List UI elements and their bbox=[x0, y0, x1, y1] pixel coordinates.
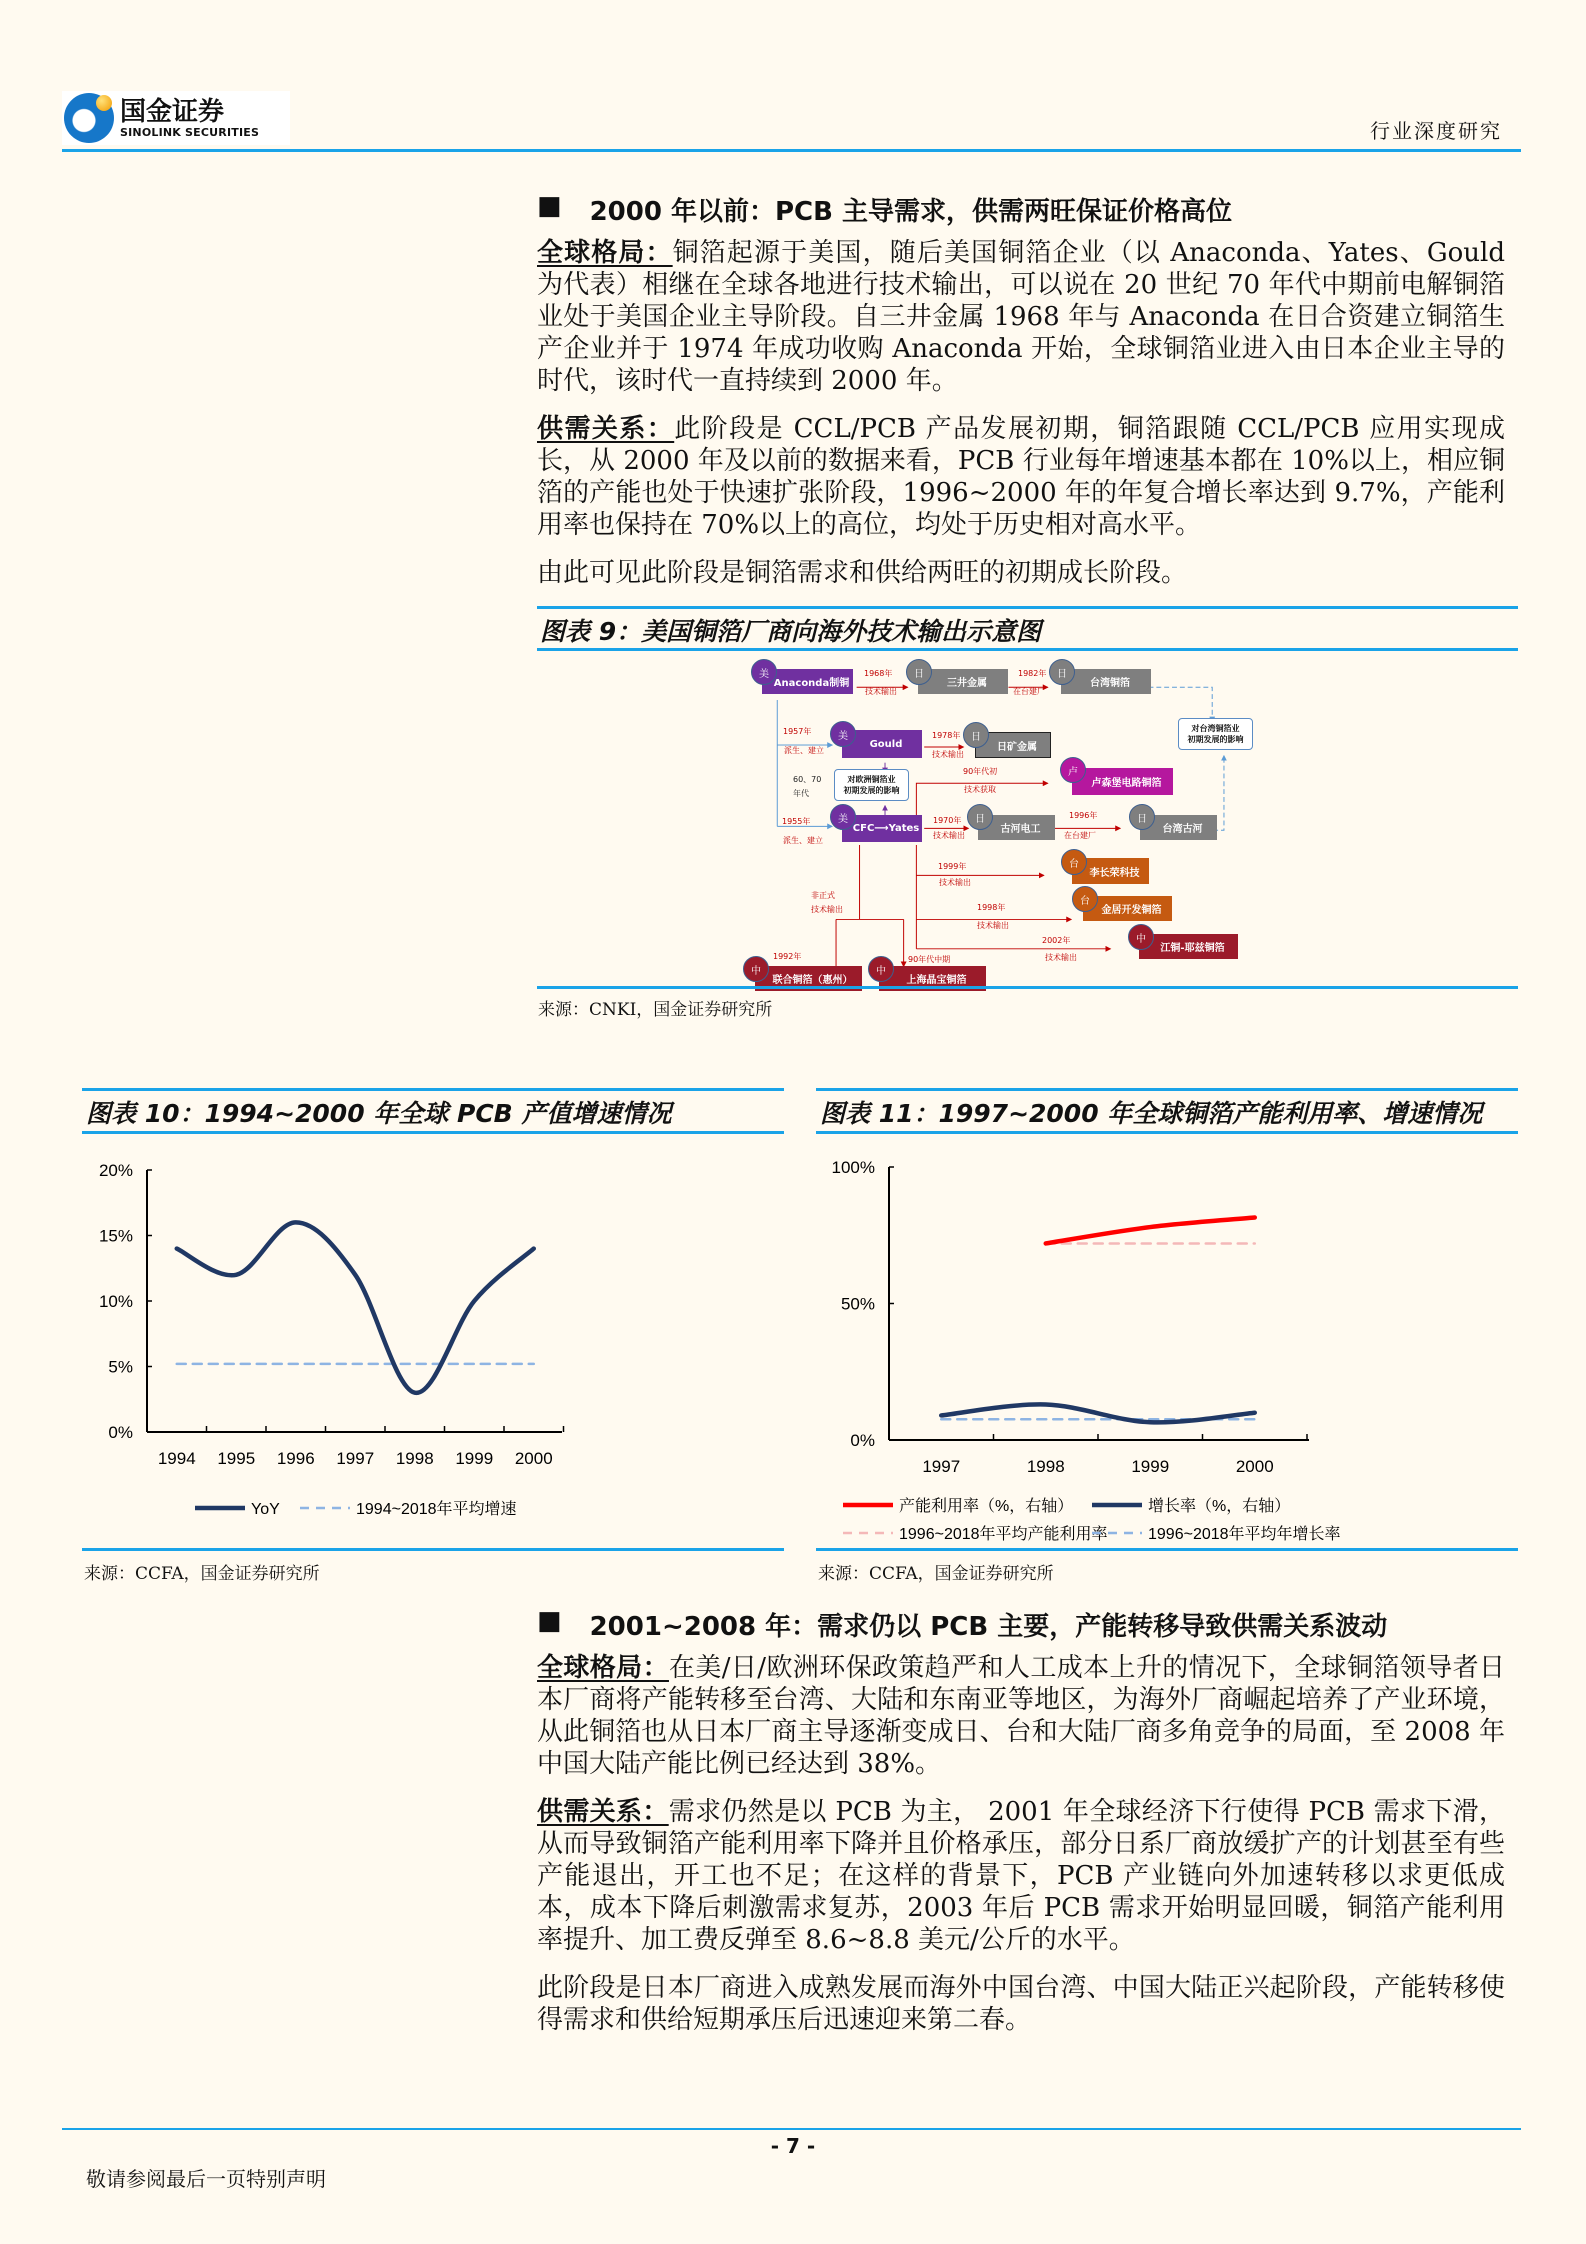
fig11-source: 来源：CCFA，国金证券研究所 bbox=[818, 1564, 1054, 1584]
edge-label: 1999年 bbox=[938, 862, 967, 871]
x-tick-label: 1999 bbox=[1131, 1457, 1170, 1476]
edge-label: 1970年 bbox=[933, 816, 962, 825]
country-badge-jp: 日 bbox=[967, 804, 993, 830]
sinolink-logo bbox=[62, 91, 290, 145]
edge-label: 90年代中期 bbox=[908, 955, 951, 964]
node-jiangtong: 江铜-耶兹铜箔 bbox=[1139, 934, 1238, 959]
note-taiwan-impact bbox=[1178, 718, 1253, 750]
x-tick-label: 1996 bbox=[276, 1449, 315, 1468]
y-tick-label: 0% bbox=[108, 1423, 133, 1442]
edge-label: 1982年 bbox=[1018, 669, 1047, 678]
fig10-chart bbox=[82, 1140, 784, 1545]
para-text: 需求仍然是以 PCB 为主， 2001 年全球经济下行使得 PCB 需求下滑，从而导致铜箔产能利用率下降并且价格承压，部分日系厂商放缓扩产的计划甚至有些产能退出，开工也不足；在这样的背景下，PCB 产业链向外加速转移以求更低成本，成本下降后刺激需求复苏，2003 年后 PCB 需求开始明显回暖，铜箔产能利用率提升、加工费反弹至 8.6~8.8 美元/公斤的水平。 bbox=[537, 1797, 1505, 1955]
para-text: 此阶段是 CCL/PCB 产品发展初期，铜箔跟随 CCL/PCB 应用实现成长，从 2000 年及以前的数据来看，PCB 行业每年增速基本都在 10%以上，相应铜箔的产能也处于快速扩张阶段，1996~2000 年的年复合增长率达到 9.7%，产能利用率也保持在 70%以上的高位，均处于历史相对高水平。 bbox=[537, 414, 1505, 540]
edge-label: 2002年 bbox=[1042, 936, 1071, 945]
fig10-bottom-rule bbox=[82, 1548, 784, 1551]
section1-paragraph2 bbox=[537, 413, 1505, 541]
edge-label: 技术获取 bbox=[964, 785, 996, 794]
section1-paragraph1 bbox=[537, 237, 1505, 397]
edge-label: 非正式 bbox=[811, 891, 835, 900]
x-tick-label: 1997 bbox=[336, 1449, 375, 1468]
country-badge-cn: 中 bbox=[743, 956, 769, 982]
para-label: 全球格局： bbox=[537, 1653, 669, 1683]
fig10-source: 来源：CCFA，国金证券研究所 bbox=[84, 1564, 320, 1584]
y-tick-label: 50% bbox=[840, 1294, 875, 1314]
country-badge-cn: 中 bbox=[868, 956, 894, 982]
y-tick-label: 5% bbox=[108, 1357, 133, 1377]
logo-mark-icon bbox=[64, 93, 114, 143]
note-line: 对台湾铜箔业 bbox=[1191, 724, 1240, 733]
fig9-diagram bbox=[740, 652, 1320, 988]
x-tick-label: 1998 bbox=[395, 1449, 434, 1468]
edge-label: 技术输出 bbox=[1045, 953, 1077, 962]
country-badge-tw: 台 bbox=[1061, 849, 1087, 875]
country-badge-jp: 日 bbox=[1049, 659, 1075, 685]
report-type: 行业深度研究 bbox=[1370, 119, 1502, 143]
edge-label: 1955年 bbox=[782, 817, 811, 826]
x-tick-label: 1995 bbox=[217, 1449, 256, 1468]
note-europe-impact bbox=[834, 769, 909, 801]
y-tick-label: 100% bbox=[831, 1158, 875, 1177]
legend-label: YoY bbox=[251, 1501, 280, 1518]
edge-label: 1998年 bbox=[977, 903, 1006, 912]
x-tick-label: 1999 bbox=[455, 1449, 494, 1468]
header-rule bbox=[62, 149, 1521, 152]
node-luxembourg: 卢森堡电路铜箔 bbox=[1072, 768, 1173, 795]
node-furukawa: 古河电工 bbox=[978, 815, 1055, 840]
page-number: - 7 - bbox=[770, 2134, 816, 2158]
edge-label: 派生、建立 bbox=[784, 746, 824, 755]
fig9-source: 来源：CNKI，国金证券研究所 bbox=[538, 1000, 773, 1020]
edge-label: 1957年 bbox=[783, 727, 812, 736]
x-tick-label: 1994 bbox=[157, 1449, 196, 1468]
country-badge-jp: 日 bbox=[906, 659, 932, 685]
y-tick-label: 0% bbox=[850, 1431, 875, 1450]
section2-paragraph3: 此阶段是日本厂商进入成熟发展而海外中国台湾、中国大陆正兴起阶段，产能转移使得需求和供给短期承压后迅速迎来第二春。 bbox=[537, 1973, 1505, 2035]
edge-label: 1996年 bbox=[1069, 811, 1098, 820]
node-mitsui: 三井金属 bbox=[918, 669, 1008, 694]
node-lianhe: 联合铜箔（惠州） bbox=[755, 966, 862, 991]
country-badge-us: 美 bbox=[830, 721, 856, 747]
note-line: 对欧洲铜箔业 bbox=[847, 775, 896, 784]
edge-label: 技术输出 bbox=[939, 878, 971, 887]
legend-label: 增长率（%，右轴） bbox=[1148, 1498, 1291, 1515]
section1-paragraph3: 由此可见此阶段是铜箔需求和供给两旺的初期成长阶段。 bbox=[537, 558, 1188, 588]
y-tick-label: 15% bbox=[98, 1226, 133, 1246]
edge-label: 技术输出 bbox=[932, 750, 964, 759]
para-label: 供需关系： bbox=[537, 414, 675, 444]
node-gould: Gould bbox=[842, 730, 922, 758]
logo-cn: 国金证券 bbox=[120, 96, 225, 127]
series-line-YoY bbox=[177, 1222, 534, 1392]
fig11-title-rule bbox=[816, 1131, 1518, 1134]
edge-label: 派生、建立 bbox=[783, 836, 823, 845]
y-tick-label: 10% bbox=[98, 1292, 133, 1311]
x-tick-label: 2000 bbox=[1235, 1457, 1274, 1476]
bullet-icon: ■ bbox=[537, 1606, 562, 1636]
x-tick-label: 1998 bbox=[1026, 1457, 1065, 1476]
x-tick-label: 1997 bbox=[922, 1457, 961, 1476]
section1-heading bbox=[537, 191, 1232, 228]
edge-label: 1978年 bbox=[932, 731, 961, 740]
era-label: 60、70 bbox=[793, 775, 822, 784]
fig10-title: 图表 10：1994~2000 年全球 PCB 产值增速情况 bbox=[86, 1099, 672, 1128]
node-taiwan-copper-foil: 台湾铜箔 bbox=[1061, 669, 1151, 694]
logo-en: SINOLINK SECURITIES bbox=[120, 125, 260, 139]
node-taiwan-furukawa: 台湾古河 bbox=[1140, 815, 1217, 840]
fig9-title-rule bbox=[537, 648, 1518, 651]
fig10-top-rule bbox=[82, 1088, 784, 1091]
series-line-产能利用率（%，右轴） bbox=[1046, 1218, 1255, 1244]
country-badge-lu: 卢 bbox=[1060, 757, 1086, 783]
legend-label: 1996~2018年平均产能利用率 bbox=[899, 1526, 1108, 1543]
fig11-top-rule bbox=[816, 1088, 1518, 1091]
section1-title: 2000 年以前：PCB 主导需求，供需两旺保证价格高位 bbox=[589, 197, 1232, 227]
edge-label: 在台建厂 bbox=[1064, 831, 1096, 840]
edge-label: 90年代初 bbox=[963, 767, 998, 776]
fig9-top-rule bbox=[537, 606, 1518, 609]
node-yates: CFC⟶Yates bbox=[842, 815, 922, 842]
bullet-icon: ■ bbox=[537, 191, 562, 221]
fig9-bottom-rule bbox=[537, 986, 1518, 989]
fig11-bottom-rule bbox=[816, 1548, 1518, 1551]
edge-label: 1968年 bbox=[864, 669, 893, 678]
fig11-title: 图表 11：1997~2000 年全球铜箔产能利用率、增速情况 bbox=[820, 1099, 1483, 1128]
edge-label: 技术输出 bbox=[865, 687, 897, 696]
country-badge-us: 美 bbox=[830, 804, 856, 830]
note-line: 初期发展的影响 bbox=[843, 786, 900, 795]
edge-label: 技术输出 bbox=[933, 831, 965, 840]
footer-rule bbox=[62, 2128, 1521, 2130]
legend-label: 产能利用率（%，右轴） bbox=[899, 1498, 1074, 1515]
country-badge-us: 美 bbox=[751, 659, 777, 685]
section2-title: 2001~2008 年：需求仍以 PCB 主要，产能转移导致供需关系波动 bbox=[589, 1612, 1388, 1642]
fig9-title: 图表 9：美国铜箔厂商向海外技术输出示意图 bbox=[540, 617, 1042, 646]
edge-label: 技术输出 bbox=[811, 905, 843, 914]
edge-label: 技术输出 bbox=[977, 921, 1009, 930]
para-text: 铜箔起源于美国，随后美国铜箔企业（以 Anaconda、Yates、Gould 为代表）相继在全球各地进行技术输出，可以说在 20 世纪 70 年代中期前电解铜箔业处于美国企业主导阶段。自三井金属 1968 年与 Anaconda 在日合资建立铜箔生产企业并于 1974 年成功收购 Anaconda 开始，全球铜箔业进入由日本企业主导的时代，该时代一直持续到 2000 年。 bbox=[537, 238, 1505, 396]
node-anaconda: Anaconda制铜 bbox=[762, 669, 853, 694]
para-label: 供需关系： bbox=[537, 1797, 669, 1827]
para-label: 全球格局： bbox=[537, 238, 673, 268]
country-badge-jp: 日 bbox=[963, 722, 989, 748]
node-lcy: 李长荣科技 bbox=[1072, 858, 1149, 884]
country-badge-tw: 台 bbox=[1072, 886, 1098, 912]
node-nikko: 日矿金属 bbox=[975, 732, 1051, 758]
fig10-title-rule bbox=[82, 1131, 784, 1134]
fig11-chart bbox=[816, 1140, 1518, 1545]
era-label: 年代 bbox=[793, 789, 809, 798]
y-tick-label: 20% bbox=[98, 1161, 133, 1180]
legend-label: 1994~2018年平均增速 bbox=[356, 1501, 517, 1518]
node-jingbao: 上海晶宝铜箔 bbox=[879, 966, 986, 991]
node-jinju: 金居开发铜箔 bbox=[1083, 896, 1172, 921]
legend-label: 1996~2018年平均年增长率 bbox=[1148, 1526, 1341, 1543]
x-tick-label: 2000 bbox=[514, 1449, 553, 1468]
footer-disclaimer: 敬请参阅最后一页特别声明 bbox=[86, 2167, 326, 2191]
edge-label: 在台建厂 bbox=[1013, 687, 1045, 696]
note-line: 初期发展的影响 bbox=[1187, 735, 1244, 744]
section2-paragraph2 bbox=[537, 1796, 1505, 1956]
country-badge-cn: 中 bbox=[1128, 924, 1154, 950]
country-badge-jp: 日 bbox=[1129, 804, 1155, 830]
section2-paragraph1 bbox=[537, 1652, 1505, 1780]
para-text: 在美/日/欧洲环保政策趋严和人工成本上升的情况下，全球铜箔领导者日本厂商将产能转移至台湾、大陆和东南亚等地区，为海外厂商崛起培养了产业环境，从此铜箔也从日本厂商主导逐渐变成日、台和大陆厂商多角竞争的局面，至 2008 年中国大陆产能比例已经达到 38%。 bbox=[537, 1653, 1505, 1779]
edge-label: 1992年 bbox=[773, 952, 802, 961]
section2-heading bbox=[537, 1606, 1387, 1643]
